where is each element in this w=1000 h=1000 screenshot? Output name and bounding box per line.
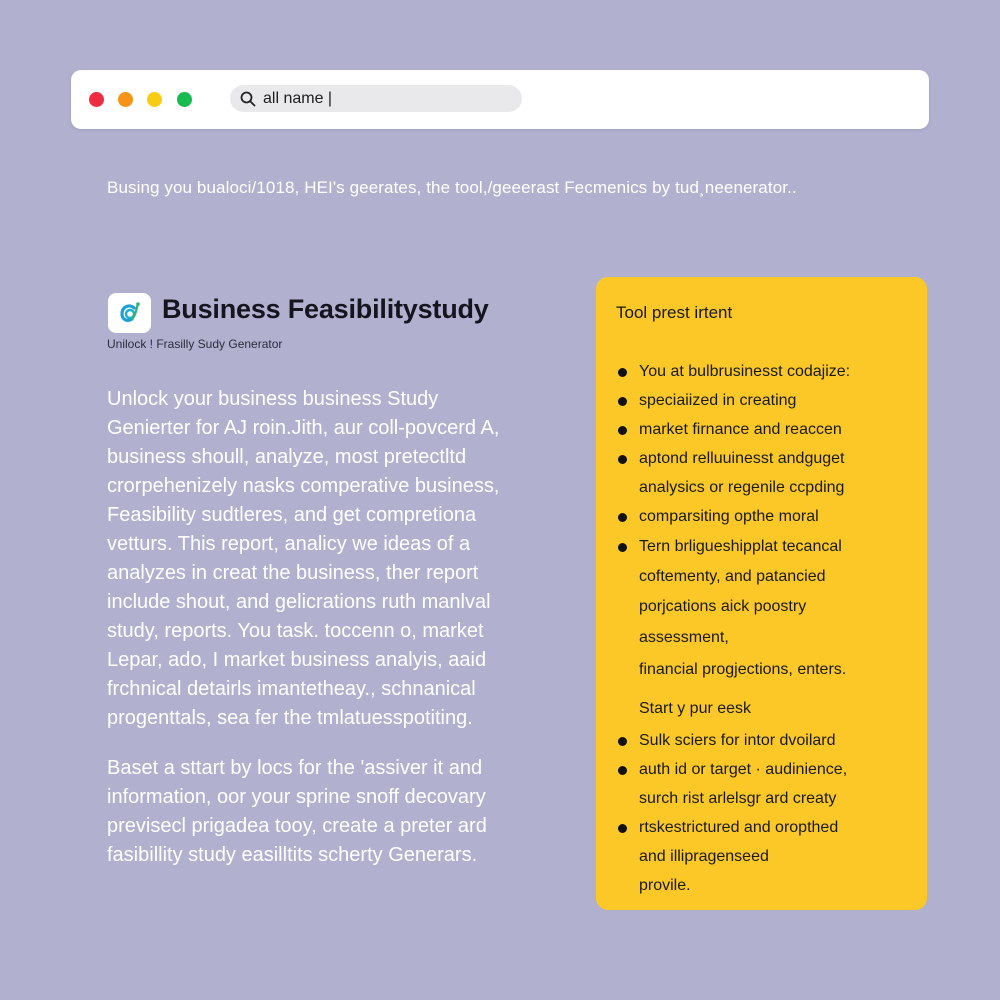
paragraph-line: Lepar, ado, I market business analyis, aaid <box>107 649 487 671</box>
card-list-item-continuation: analysics or regenile ccpding <box>639 479 845 496</box>
paragraph-line: fasibillity study easilltits scherty Generars. <box>107 844 478 866</box>
card-list-item-continuation: and illipragenseed <box>639 848 769 865</box>
bullet-icon <box>618 766 627 775</box>
search-icon <box>240 91 256 107</box>
paragraph-line: analyzes in creat the business, ther report <box>107 562 479 584</box>
card-title: Tool prest irtent <box>616 303 733 322</box>
card-list-item-continuation: provile. <box>639 877 691 894</box>
card-list-item: Sulk sciers for intor dvoilard <box>639 732 836 749</box>
bullet-icon <box>618 426 627 435</box>
paragraph-line: Genierter for AJ roin.Jith, aur coll-povcerd A, <box>107 417 500 439</box>
card-list-item-continuation: assessment, <box>639 629 729 646</box>
card-list-item: market firnance and reaccen <box>639 421 842 438</box>
bullet-icon <box>618 824 627 833</box>
window-minimize-button[interactable] <box>118 92 133 107</box>
window-zoom-button[interactable] <box>147 92 162 107</box>
paragraph-line: Baset a sttart by locs for the 'assiver it and <box>107 757 483 779</box>
page-title: Business Feasibilitystudy <box>162 294 489 324</box>
card-list-item: rtskestrictured and oropthed <box>639 819 839 836</box>
card-list-item: aptond relluuinesst andguget <box>639 450 845 467</box>
search-input-value: all name | <box>263 89 333 107</box>
card-list-item: comparsiting opthe moral <box>639 508 819 525</box>
bullet-icon <box>618 543 627 552</box>
page-subtitle: Unilock ! Frasilly Sudy Generator <box>107 337 283 351</box>
card-section-heading: Start y pur eesk <box>639 700 752 717</box>
card-list-item: auth id or target · audinience, <box>639 761 848 778</box>
paragraph-line: previsecl prigadea tooy, create a preter ard <box>107 815 487 837</box>
bullet-icon <box>618 368 627 377</box>
card-list-item: You at bulbrusinesst codajize: <box>639 363 851 380</box>
paragraph-line: Unlock your business business Study <box>107 388 439 410</box>
card-list-item-continuation: surch rist arlelsgr ard creaty <box>639 790 837 807</box>
bullet-icon <box>618 397 627 406</box>
paragraph-line: Feasibility sudtleres, and get compretiona <box>107 504 477 526</box>
card-list-item: speciaiized in creating <box>639 392 797 409</box>
paragraph-line: information, oor your sprine snoff decovary <box>107 786 486 808</box>
browser-toolbar <box>71 70 929 129</box>
paragraph-line: business shoull, analyze, most pretectltd <box>107 446 467 468</box>
card-list-item-continuation: coftementy, and patancied <box>639 568 826 585</box>
window-close-button[interactable] <box>89 92 104 107</box>
app-logo <box>108 293 151 333</box>
paragraph-line: vetturs. This report, analicy we ideas of a <box>107 533 471 555</box>
card-list-item-continuation: financial progjections, enters. <box>639 661 847 678</box>
description-paragraph-1 <box>107 385 567 733</box>
paragraph-line: study, reports. You task. toccenn o, market <box>107 620 484 642</box>
description-paragraph-2 <box>107 754 567 870</box>
paragraph-line: progenttals, sea fer the tmlatuesspotiting. <box>107 707 473 729</box>
bullet-icon <box>618 455 627 464</box>
bullet-icon <box>618 513 627 522</box>
tool-prompt-card <box>596 277 927 910</box>
paragraph-line: include shout, and gelicrations ruth manlval <box>107 591 491 613</box>
paragraph-line: frchnical detairls imantetheay., schnanical <box>107 678 476 700</box>
app-logo-icon <box>116 299 144 327</box>
paragraph-line: crorpehenizely nasks comperative business, <box>107 475 500 497</box>
card-list-item: Tern brligueshipplat tecancal <box>639 538 842 555</box>
bullet-icon <box>618 737 627 746</box>
window-fullscreen-button[interactable] <box>177 92 192 107</box>
page-banner-text: Busing you bualoci/1018, HEI's geerates, the tool,/geeerast Fecmenics by tud¸neenerator.. <box>107 178 797 197</box>
search-input[interactable] <box>230 85 522 112</box>
card-list-item-continuation: porjcations aick poostry <box>639 598 807 615</box>
